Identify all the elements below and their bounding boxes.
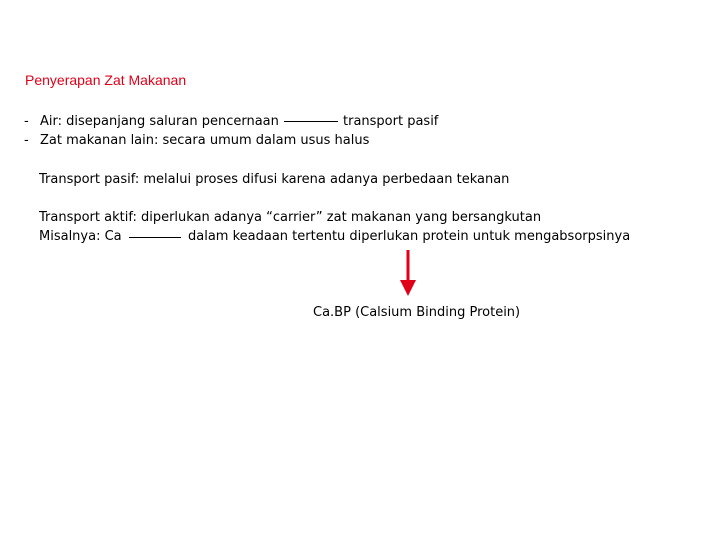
example-rest: dalam keadaan tertentu diperlukan protein untuk mengabsorpsinya — [188, 229, 631, 244]
bullet-marker-2: - — [24, 133, 29, 148]
bullet-text-air: Air: disepanjang saluran pencernaan — [40, 114, 279, 129]
bullet-after-air: transport pasif — [343, 114, 439, 129]
result-text: Ca.BP (Calsium Binding Protein) — [313, 305, 521, 320]
bullet-text-zat: Zat makanan lain: secara umum dalam usus halus — [40, 133, 370, 148]
arrow-down-icon — [398, 250, 418, 298]
bullet-marker-1: - — [24, 114, 29, 129]
example-lead: Misalnya: Ca — [39, 229, 122, 244]
page-title: Penyerapan Zat Makanan — [25, 72, 187, 88]
connector-line-1 — [284, 121, 338, 122]
connector-line-2 — [129, 237, 181, 238]
passive-transport-text: Transport pasif: melalui proses difusi karena adanya perbedaan tekanan — [39, 172, 510, 187]
active-transport-text: Transport aktif: diperlukan adanya “carrier” zat makanan yang bersangkutan — [39, 210, 542, 225]
